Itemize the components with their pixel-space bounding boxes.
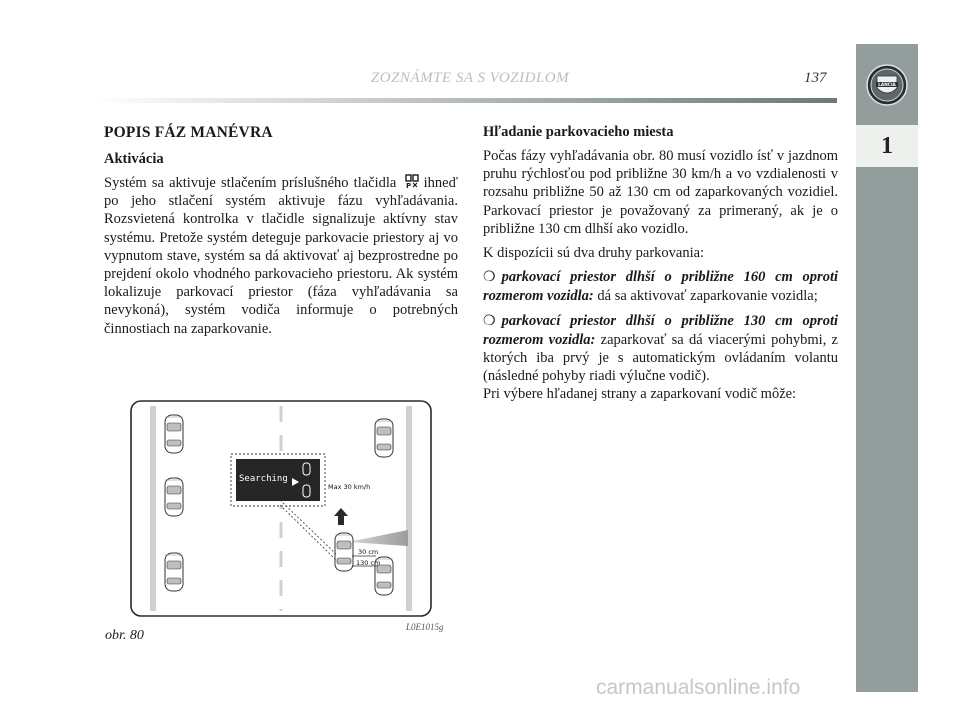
left-column: [104, 124, 458, 338]
parked-car-left-1: [165, 415, 183, 453]
parked-car-right-1: [375, 419, 393, 457]
bullet1-text: dá sa aktivovať zaparkovanie vozidla;: [593, 288, 818, 305]
figure-caption: obr. 80: [105, 628, 144, 643]
logo-text: LANCIA: [878, 83, 896, 88]
speed-label: Max 30 km/h: [328, 483, 371, 491]
distance-min-label: 30 cm: [358, 548, 379, 556]
parked-car-left-3: [165, 553, 183, 591]
bullet-item-160: [483, 268, 838, 305]
bullet2-emphasis: parkovací priestor dlhší o približne 130 cm oproti rozmerom vozidla:: [483, 312, 838, 348]
page-number: 137: [804, 70, 827, 86]
header-rule: [95, 98, 837, 103]
right-curb: [406, 406, 412, 611]
bullet1-emphasis: parkovací priestor dlhší o približne 160 cm oproti rozmerom vozidla:: [483, 269, 838, 305]
left-curb: [150, 406, 156, 611]
bullet-circle-icon: ❍: [483, 270, 496, 286]
bullet2-text: zaparkovať sa dá viacerými pohybmi, z ktorých iba prvý je s automatickým ovládaním volantu (následné pohyby riadi výlučne vodič).: [483, 331, 838, 385]
svg-text:P: P: [405, 182, 411, 189]
activation-paragraph: [104, 174, 458, 338]
park-assist-button-icon: [405, 174, 419, 189]
display-searching-text: Searching: [239, 474, 288, 484]
watermark: carmanualsonline.info: [596, 676, 801, 699]
searching-car: [335, 533, 353, 571]
bullet-circle-icon: ❍: [483, 313, 496, 329]
activation-text-end: ihneď po jeho stlačení systém aktivuje fázu vyhľadávania. Rozsvietená kontrolka v tlačidle signalizuje aktívny stav systému. Pretože systém deteguje parkovacie priestory aj vo vypnutom stave, systém sa dá aktivovať aj bezprostredne po prejdení okolo vhodného parkovacieho priestoru. Ak systém lokalizuje parkovací priestor (fáza vyhľadávania sa nevykoná), systém vodiča informuje o potrebných činnostiach na zaparkovanie.: [104, 175, 458, 337]
activation-text-start: Systém sa aktivuje stlačením príslušného tlačidla: [104, 175, 397, 191]
activation-heading: Aktivácia: [104, 151, 164, 167]
distance-max-label: 130 cm: [356, 559, 381, 567]
selection-paragraph: Pri výbere hľadanej strany a zaparkovaní vodič môže:: [483, 386, 797, 403]
section-title: POPIS FÁZ MANÉVRA: [104, 124, 273, 141]
bullet-item-130: [483, 312, 838, 386]
chapter-number: 1: [856, 125, 918, 167]
search-heading: Hľadanie parkovacieho miesta: [483, 124, 674, 140]
running-header: ZOZNÁMTE SA S VOZIDLOM: [370, 70, 570, 86]
parked-car-left-2: [165, 478, 183, 516]
lancia-logo-icon: [865, 63, 909, 107]
parking-search-illustration: [130, 400, 432, 617]
parking-types-intro: K dispozícii sú dva druhy parkovania:: [483, 245, 705, 262]
right-column: [483, 124, 838, 404]
search-paragraph: Počas fázy vyhľadávania obr. 80 musí vozidlo ísť v jazdnom pruhu rýchlosťou pod približne 30 km/h a vo vzdialenosti v rozsahu približne 50 až 130 cm od zaparkovaných vozidiel. Parkovací priestor je považovaný za primeraný, ak je o približne 130 cm dlhší ako vozidlo.: [483, 148, 838, 237]
figure-code: L0E1015g: [406, 622, 444, 632]
